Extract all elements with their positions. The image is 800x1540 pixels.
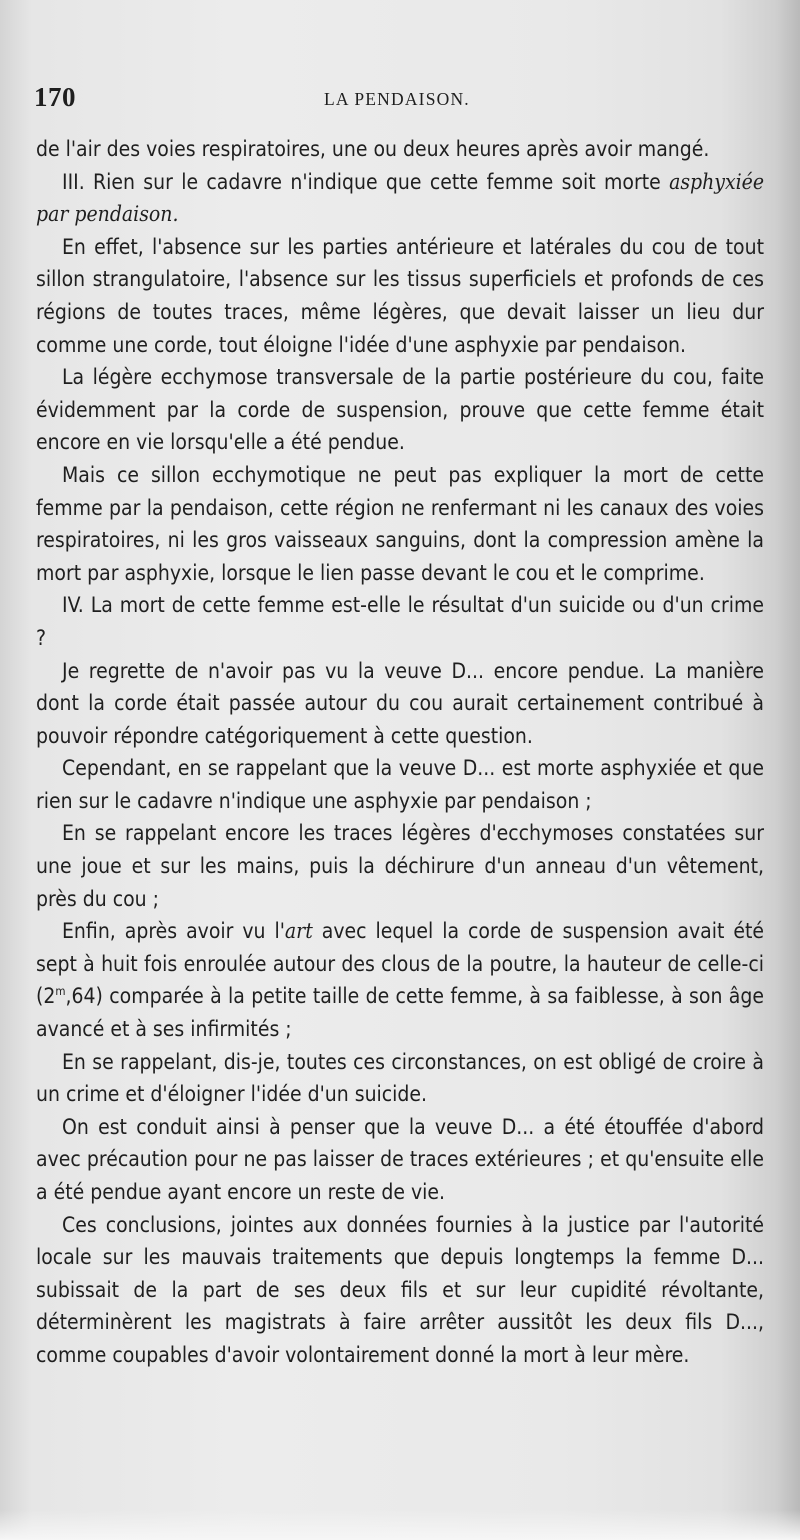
text-segment: Enfin, après avoir vu l'	[62, 919, 285, 944]
text-segment: En effet, l'absence sur les parties antérieure et latérales du cou de tout sillon strangulatoire, l'absence sur les tissus superficiels et profonds de ces régions de toutes traces, même légères, que devait laisser un lieu dur comme une corde, tout éloigne l'idée d'une asphyxie par pendaison.	[36, 234, 764, 357]
paragraph-p8	[36, 817, 764, 915]
paragraph-p5	[36, 589, 764, 654]
paragraph-p6	[36, 655, 764, 753]
paragraph-p11	[36, 1111, 764, 1209]
text-segment: art	[284, 919, 313, 944]
text-segment: III. Rien sur le cadavre n'indique que cette femme soit morte	[62, 169, 670, 194]
running-title: LA PENDAISON.	[324, 89, 470, 109]
page-number: 170	[34, 82, 76, 112]
paragraph-p1	[36, 166, 764, 231]
paragraph-p0	[36, 133, 764, 166]
paragraph-p12	[36, 1209, 764, 1372]
text-segment: asphyxiée par pendaison.	[36, 169, 764, 227]
text-segment: ,64) comparée à la petite taille de cette femme, à sa faiblesse, à son âge avancé et à ses infirmités ;	[36, 984, 764, 1042]
text-segment: En se rappelant encore les traces légères d'ecchymoses constatées sur une joue et sur les mains, puis la déchirure d'un anneau d'un vêtement, près du cou ;	[36, 821, 764, 911]
text-segment: Je regrette de n'avoir pas vu la veuve D... encore pendue. La manière dont la corde était passée autour du cou aurait certainement contribué à pouvoir répondre catégoriquement à cette question.	[36, 658, 764, 748]
text-segment: La légère ecchymose transversale de la partie postérieure du cou, faite évidemment par la corde de suspension, prouve que cette femme était encore en vie lorsqu'elle a été pendue.	[36, 365, 764, 455]
text-segment: de l'air des voies respiratoires, une ou deux heures après avoir mangé.	[36, 137, 710, 161]
paragraph-p2	[36, 231, 764, 361]
text-segment: Mais ce sillon ecchymotique ne peut pas expliquer la mort de cette femme par la pendaison, cette région ne renfermant ni les canaux des voies respiratoires, ni les gros vaisseaux sanguins, dont la compression amène la mort par asphyxie, lorsque le lien passe devant le cou et le comprime.	[36, 462, 764, 585]
text-segment: IV. La mort de cette femme est-elle le résultat d'un suicide ou d'un crime ?	[36, 593, 764, 650]
text-segment: Ces conclusions, jointes aux données fournies à la justice par l'autorité locale sur les mauvais traitements que depuis longtemps la femme D... subissait de la part de ses deux fils et sur leur cupidité révoltante, déterminèrent les magistrats à faire arrêter aussitôt les deux fils D..., comme coupables d'avoir volontairement donné la mort à leur mère.	[36, 1212, 764, 1367]
text-segment: En se rappelant, dis-je, toutes ces circonstances, on est obligé de croire à un crime et d'éloigner l'idée d'un suicide.	[36, 1049, 764, 1107]
text-segment: m	[55, 984, 66, 999]
page-header	[34, 82, 764, 122]
body-text	[36, 133, 764, 1372]
paragraph-p9	[36, 915, 764, 1045]
text-segment: avec lequel la corde de suspension avait été sept à huit fois enroulée autour des clous de la poutre, la hauteur de celle-ci (2	[36, 919, 764, 1009]
paragraph-p3	[36, 361, 764, 459]
paragraph-p7	[36, 752, 764, 817]
paragraph-p4	[36, 459, 764, 589]
text-segment: On est conduit ainsi à penser que la veuve D... a été étouffée d'abord avec précaution pour ne pas laisser de traces extérieures ; et qu'ensuite elle a été pendue ayant encore un reste de vie.	[36, 1114, 764, 1204]
text-segment: Cependant, en se rappelant que la veuve D... est morte asphyxiée et que rien sur le cadavre n'indique une asphyxie par pendaison ;	[36, 756, 764, 813]
paragraph-p10	[36, 1046, 764, 1111]
